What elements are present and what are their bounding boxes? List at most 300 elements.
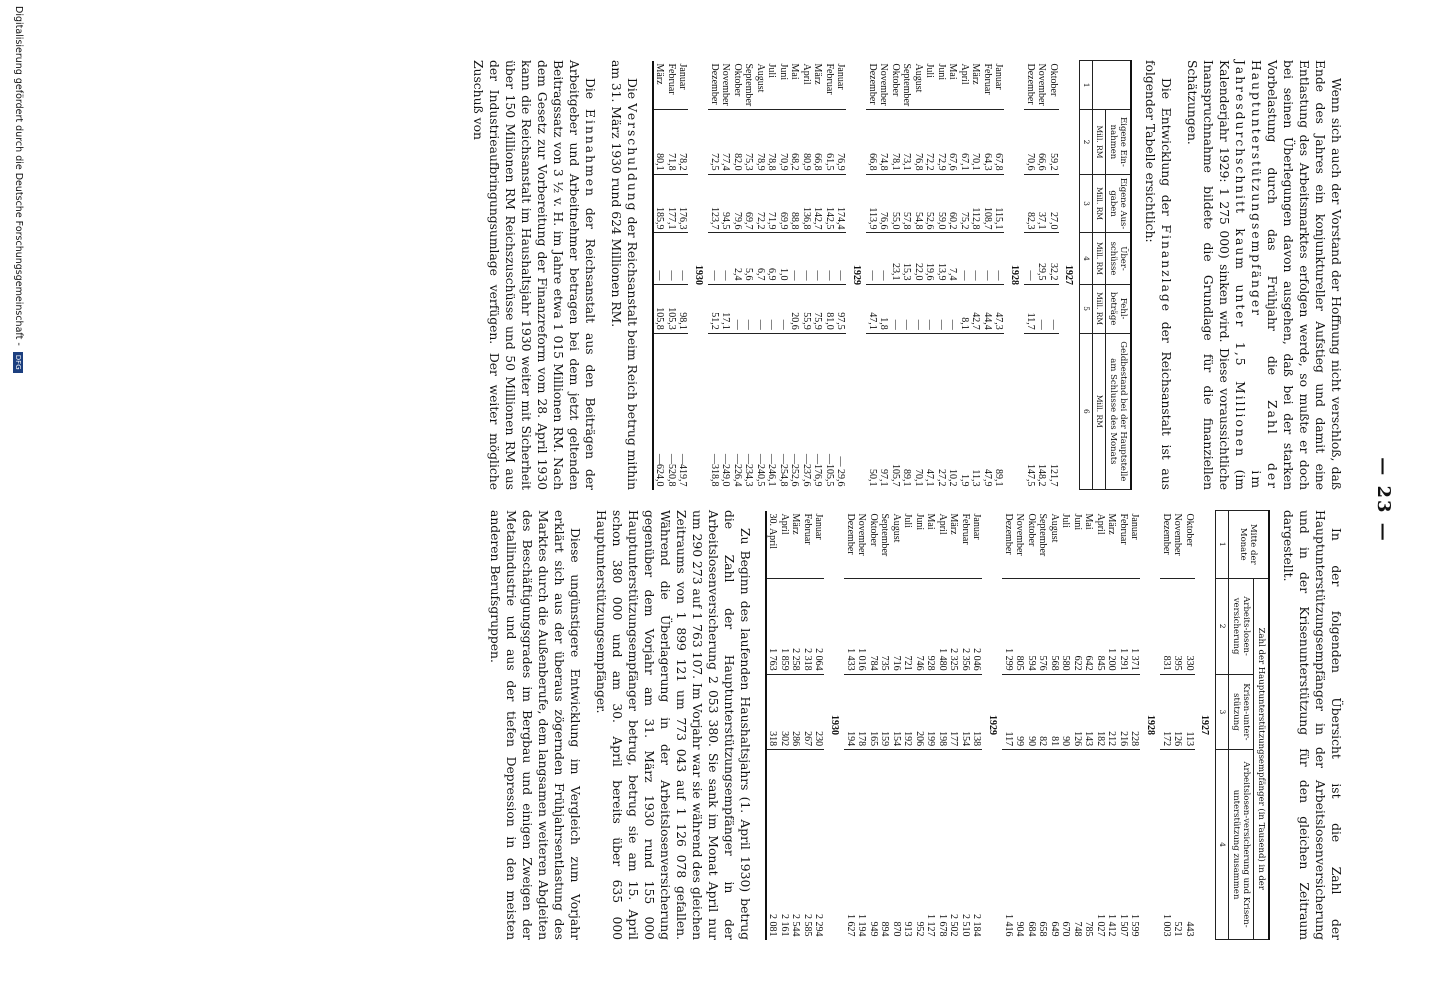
value-cell: 2 510 (960, 750, 972, 940)
value-cell: 178 (856, 674, 868, 750)
value-cell: 642 (1083, 578, 1095, 674)
value-cell: 17,1 (720, 284, 732, 333)
value-cell: 2,4 (732, 233, 744, 284)
value-cell: 11,7 (1025, 284, 1037, 333)
value-cell: —176,9 (812, 333, 824, 489)
value-cell: 78,1 (890, 110, 902, 174)
month-cell: Februar (665, 63, 677, 95)
value-cell: 159 (879, 674, 891, 750)
table-row (914, 511, 926, 940)
month-cell: Oktober (1025, 513, 1037, 547)
month-cell: April (800, 63, 812, 85)
value-cell: 70,6 (1025, 110, 1037, 174)
month-cell: Mai (1083, 513, 1095, 530)
recipients-table-body (766, 511, 1216, 940)
year-label: 1927 (1063, 265, 1075, 285)
month-cell: August (912, 63, 924, 93)
value-cell: 1 194 (856, 750, 868, 940)
value-cell: 97,5 (835, 284, 847, 333)
year-row (983, 511, 1003, 940)
month-cell: August (754, 63, 766, 93)
table-row (677, 61, 689, 490)
value-cell: 165 (868, 674, 880, 750)
table-row (1072, 511, 1084, 940)
value-cell: 13,9 (936, 233, 948, 284)
value-cell: 2 585 (802, 750, 814, 940)
month-cell: Juni (777, 63, 789, 81)
value-cell: 1 599 (1129, 750, 1141, 940)
value-cell: 50,1 (867, 333, 879, 489)
value-cell: 10,2 (947, 333, 959, 489)
table-row (1037, 511, 1049, 940)
value-cell: 55,0 (890, 174, 902, 233)
value-cell: 6,7 (755, 233, 767, 284)
value-cell: 105,8 (653, 284, 666, 333)
colnum-cell: 1 (1080, 61, 1093, 110)
month-cell: Februar (981, 63, 993, 95)
value-cell: 67,6 (947, 110, 959, 174)
year-row (689, 61, 709, 490)
value-cell: 831 (1161, 578, 1173, 674)
value-cell: 174,4 (835, 174, 847, 233)
table-row (824, 61, 836, 490)
table-row (732, 61, 744, 490)
table-header-group: Zahl der Hauptunterstützungsempfänger (in Tausend) in der (1254, 578, 1270, 939)
month-cell: Juni (913, 513, 925, 531)
value-cell: —234,3 (743, 333, 755, 489)
value-cell: 112,8 (970, 174, 982, 233)
value-cell: 19,6 (924, 233, 936, 284)
year-row (1059, 61, 1080, 490)
value-cell: 182 (1095, 674, 1107, 750)
value-cell: 97,1 (878, 333, 890, 489)
value-cell: — (835, 233, 847, 284)
table-row (801, 61, 813, 490)
value-cell: 286 (790, 674, 802, 750)
value-cell: 1 412 (1106, 750, 1118, 940)
table-row (947, 61, 959, 490)
value-cell: 77,4 (720, 110, 732, 174)
table-unit-row (1093, 61, 1106, 490)
table-row (867, 61, 879, 490)
table-row (845, 511, 857, 940)
month-cell: September (901, 63, 913, 107)
value-cell: — (1048, 284, 1060, 333)
value-cell: 177 (948, 674, 960, 750)
value-cell: 126 (1072, 674, 1084, 750)
table-row (1003, 511, 1015, 940)
value-cell: 67,8 (993, 110, 1005, 174)
value-cell: 73,1 (901, 110, 913, 174)
dfg-logo: DFG (13, 352, 23, 373)
value-cell: 8,1 (959, 284, 971, 333)
table-row (1172, 511, 1184, 940)
value-cell: 212 (1106, 674, 1118, 750)
table-row (1025, 61, 1037, 490)
month-cell: April (778, 513, 790, 535)
table-header-cell: Geldbestand bei der Hauptstelle am Schlusse des Monats (1106, 333, 1132, 489)
month-cell: Dezember (1160, 513, 1172, 555)
value-cell: — (1036, 284, 1048, 333)
value-cell: — (936, 284, 948, 333)
value-cell: 70,1 (970, 110, 982, 174)
value-cell: 23,1 (890, 233, 902, 284)
value-cell: 115,1 (993, 174, 1005, 233)
table-row (890, 61, 902, 490)
value-cell: 78,2 (677, 110, 689, 174)
value-cell: 746 (914, 578, 926, 674)
value-cell: 70,9 (778, 110, 790, 174)
value-cell: 61,5 (824, 110, 836, 174)
value-cell: 576 (1037, 578, 1049, 674)
value-cell: — (766, 284, 778, 333)
value-cell: 198 (937, 674, 949, 750)
value-cell: — (924, 284, 936, 333)
month-cell: November (720, 63, 732, 106)
value-cell: 622 (1072, 578, 1084, 674)
table-row (1049, 511, 1061, 940)
table-colnum-row (1080, 61, 1093, 490)
month-cell: Januar (813, 513, 825, 540)
value-cell: —520,8 (666, 333, 678, 489)
table-row (856, 511, 868, 940)
value-cell: — (824, 233, 836, 284)
value-cell: 90 (1060, 674, 1072, 750)
value-cell: 80,1 (653, 110, 666, 174)
value-cell: 330 (1184, 578, 1196, 674)
value-cell: —246,1 (766, 333, 778, 489)
value-cell: 80,9 (801, 110, 813, 174)
year-label: 1930 (693, 265, 704, 285)
table-row (1161, 511, 1173, 940)
year-label: 1928 (1145, 715, 1156, 735)
month-cell: April (936, 513, 948, 535)
month-cell: April (1094, 513, 1106, 535)
table-row (835, 61, 847, 490)
table-header-row (1106, 61, 1132, 490)
year-label: 1929 (987, 715, 998, 735)
value-cell: — (878, 233, 890, 284)
value-cell: 845 (1095, 578, 1107, 674)
value-cell: 658 (1037, 750, 1049, 940)
value-cell: — (709, 233, 721, 284)
value-cell: 143 (1083, 674, 1095, 750)
value-cell: 684 (1026, 750, 1038, 940)
unit-cell: Mill. RM (1093, 333, 1106, 489)
month-cell: Januar (835, 63, 847, 90)
value-cell: 192 (902, 674, 914, 750)
month-cell: März (790, 513, 802, 535)
value-cell: 47,1 (867, 284, 879, 333)
value-cell: 7,4 (947, 233, 959, 284)
value-cell: 1 127 (925, 750, 937, 940)
value-cell: 66,8 (867, 110, 879, 174)
table-row (755, 61, 767, 490)
value-cell: — (677, 233, 689, 284)
month-cell: März (1106, 513, 1118, 535)
year-label: 1929 (851, 265, 862, 285)
value-cell: 44,4 (982, 284, 994, 333)
table-row (778, 61, 790, 490)
value-cell: 75,3 (743, 110, 755, 174)
table-row (653, 61, 666, 490)
value-cell: 1,9 (959, 333, 971, 489)
month-cell: Juni (1071, 513, 1083, 531)
value-cell: 176,3 (677, 174, 689, 233)
value-cell: 27,2 (936, 333, 948, 489)
right-column (477, 510, 1344, 940)
value-cell: 748 (1072, 750, 1084, 940)
value-cell: 2 161 (779, 750, 791, 940)
month-cell: Juli (1060, 513, 1072, 528)
value-cell: 904 (1014, 750, 1026, 940)
year-row (847, 61, 867, 490)
month-cell: Juli (924, 63, 936, 78)
value-cell: — (913, 284, 925, 333)
table-row (879, 511, 891, 940)
value-cell: 594 (1026, 578, 1038, 674)
colnum-cell: 2 (1216, 578, 1229, 674)
colnum-cell: 3 (1080, 174, 1093, 233)
paragraph-einnahmen: Die Einnahmen der Reichsanstalt aus den Beiträgen der Arbeitgeber und Arbeitnehmer betragen bei dem jetzt geltenden Beitragssatz von 3 ½ v. H. im Jahre etwa 1 015 Millionen RM. Nach dem Gesetz zur Vorbereitung der Finanzreform vom 28. April 1930 kann die Reichsanstalt im Haushaltsjahr 1930 weiter mit Sicherheit über 150 Millionen RM Reichszuschüsse und 50 Millionen RM aus der Industrieaufbringungsumlage verfügen. Der weiter mögliche Zuschuß von (471, 60, 597, 490)
value-cell: 228 (1129, 674, 1141, 750)
unit-cell: Mill. RM (1093, 174, 1106, 233)
value-cell: 142,5 (824, 174, 836, 233)
table-header-month: Mitte der Monate (1229, 511, 1270, 579)
table-row (982, 61, 994, 490)
table-row (790, 511, 802, 940)
value-cell: 2 318 (802, 578, 814, 674)
table-row (709, 61, 721, 490)
value-cell: 2 544 (790, 750, 802, 940)
value-cell: 805 (1014, 578, 1026, 674)
value-cell: — (947, 284, 959, 333)
month-cell: November (856, 513, 868, 556)
table-row (970, 61, 982, 490)
value-cell: 194 (845, 674, 857, 750)
value-cell: 1 200 (1106, 578, 1118, 674)
value-cell: 949 (868, 750, 880, 940)
value-cell: 47,3 (993, 284, 1005, 333)
table-row (813, 511, 825, 940)
value-cell: 580 (1060, 578, 1072, 674)
value-cell: 1 763 (766, 578, 779, 674)
paragraph-fiscal-year: Zu Beginn des laufenden Haushaltsjahrs (1. April 1930) betrug die Zahl der Hauptunterstützungsempfänger in der Arbeitslosenversicherung 2 053 380. Sie sank im Monat April nur um 290 273 auf 1 763 107. Im Vorjahr war sie während des gleichen Zeitraums von 1 899 121 um 773 043 auf 1 126 078 gefallen. Während die Überlagerung in der Arbeitslosenversicherung gegenüber dem Vorjahr am 31. März 1930 rund 155 000 Hauptunterstützungsempfänger betrug, betrug sie am 15. April schon 380 000 und am 30. April bereits über 635 000 Hauptunterstützungsempfänger. (594, 510, 752, 940)
value-cell: 82,0 (732, 110, 744, 174)
value-cell: 54,8 (913, 174, 925, 233)
page-number: — 23 — (1373, 457, 1394, 543)
value-cell: 99 (1014, 674, 1026, 750)
value-cell: 70,1 (913, 333, 925, 489)
value-cell: 318 (766, 674, 779, 750)
value-cell: 67,1 (959, 110, 971, 174)
colnum-cell: 1 (1216, 511, 1229, 579)
value-cell: — 29,6 (835, 333, 847, 489)
value-cell: 68,2 (789, 110, 801, 174)
paragraph-outlook: Wenn sich auch der Vorstand der Hoffnung nicht verschloß, daß Ende des Jahres ein konjunktureller Aufstieg und damit eine Entlastung des Arbeitsmarktes erfolgen werde, so mußte er doch bei seinen Überlegungen davon ausgehen, daß bei der starken Vorbelastung durch das Frühjahr die Zahl der Hauptunterstützungsempfänger im Jahresdurchschnitt kaum unter 1,5 Millionen (im Kalenderjahr 1929: 1 275 000) sinken wird. Diese voraussichtliche Inanspruchnahme bildete die Grundlage für die finanziellen Schätzungen. (1185, 60, 1343, 490)
value-cell: 52,6 (924, 174, 936, 233)
value-cell: 60,2 (947, 174, 959, 233)
value-cell: 2 064 (813, 578, 825, 674)
value-cell: 47,1 (924, 333, 936, 489)
value-cell: — (653, 233, 666, 284)
value-cell: — (755, 284, 767, 333)
value-cell: 1 859 (779, 578, 791, 674)
month-cell: Dezember (708, 63, 720, 105)
value-cell: 395 (1172, 578, 1184, 674)
value-cell: 69,9 (778, 174, 790, 233)
month-cell: November (878, 63, 890, 106)
value-cell: 172 (1161, 674, 1173, 750)
year-label: 1927 (1199, 715, 1211, 735)
month-cell: April (958, 63, 970, 85)
value-cell: 64,3 (982, 110, 994, 174)
table-row (1095, 511, 1107, 940)
month-cell: November (1014, 513, 1026, 556)
table-row (779, 511, 791, 940)
paragraph-development: Diese ungünstigere Entwicklung im Vergleich zum Vorjahr erklärt sich aus der überaus zögernden Frühjahrsentlastung des Marktes durch die Außenberufe, dem langsamen weiteren Abgleiten des Beschäftigungsgrades im Bergbau und einigen Zweigen der Metallindustrie und aus der tiefen Depression in den meisten anderen Berufsgruppen. (488, 510, 582, 940)
value-cell: — (801, 233, 813, 284)
value-cell: 5,6 (743, 233, 755, 284)
value-cell: 2 258 (790, 578, 802, 674)
value-cell: — (867, 233, 879, 284)
table-row (936, 61, 948, 490)
table-row (878, 61, 890, 490)
value-cell: 568 (1049, 578, 1061, 674)
table-row (743, 61, 755, 490)
table-row (937, 511, 949, 940)
value-cell: 1 003 (1161, 750, 1173, 940)
table-row (959, 61, 971, 490)
value-cell: —105,5 (824, 333, 836, 489)
month-cell: Oktober (889, 63, 901, 97)
table-row (913, 61, 925, 490)
value-cell: —318,8 (709, 333, 721, 489)
month-cell: November (1172, 513, 1184, 556)
value-cell: 72,5 (709, 110, 721, 174)
month-cell: September (743, 63, 755, 107)
table-header-row (1254, 511, 1270, 940)
value-cell: 51,2 (709, 284, 721, 333)
month-cell: Dezember (1002, 513, 1014, 555)
unit-cell: Mill. RM (1093, 233, 1106, 284)
table-row (902, 511, 914, 940)
month-cell: März (970, 63, 982, 85)
value-cell: — (789, 233, 801, 284)
table-header-cell: Fehl-beträge (1106, 284, 1132, 333)
table-row (971, 511, 983, 940)
value-cell: — (666, 233, 678, 284)
value-cell: 1 480 (937, 578, 949, 674)
value-cell: —226,4 (732, 333, 744, 489)
value-cell: 81,0 (824, 284, 836, 333)
value-cell: 148,2 (1036, 333, 1048, 489)
value-cell: —419,7 (677, 333, 689, 489)
month-cell: Januar (677, 63, 689, 90)
value-cell: 784 (868, 578, 880, 674)
month-cell: Januar (1129, 513, 1141, 540)
value-cell: 76,6 (878, 174, 890, 233)
paragraph-verschuldung: Die Verschuldung der Reichsanstalt beim Reich betrug mithin am 31. März 1930 rund 624 Millionen RM. (609, 60, 639, 490)
value-cell: 2 046 (971, 578, 983, 674)
value-cell: 154 (960, 674, 972, 750)
value-cell: — (901, 284, 913, 333)
table-row (925, 511, 937, 940)
month-cell: Dezember (866, 63, 878, 105)
table-row (1048, 61, 1060, 490)
value-cell: 59,0 (936, 174, 948, 233)
colnum-cell: 3 (1216, 674, 1229, 750)
value-cell: 1 291 (1118, 578, 1130, 674)
month-cell: September (879, 513, 891, 557)
month-cell: Mai (947, 63, 959, 80)
table-row (960, 511, 972, 940)
value-cell: 71,8 (666, 110, 678, 174)
value-cell: 6,9 (766, 233, 778, 284)
value-cell: 1 627 (845, 750, 857, 940)
month-cell: Februar (823, 63, 835, 95)
value-cell: 1 371 (1129, 578, 1141, 674)
value-cell: 88,8 (789, 174, 801, 233)
value-cell: —240,5 (755, 333, 767, 489)
value-cell: 105,3 (666, 284, 678, 333)
table-row (948, 511, 960, 940)
table-row (1083, 511, 1095, 940)
finance-table-body (653, 61, 1080, 490)
month-cell: Januar (971, 513, 983, 540)
value-cell: — (1025, 233, 1037, 284)
value-cell: 113,9 (867, 174, 879, 233)
value-cell: 894 (879, 750, 891, 940)
table-header-cell: Krisen-unter-stützung (1229, 674, 1254, 750)
recipients-table (765, 510, 1270, 940)
value-cell: 47,9 (982, 333, 994, 489)
value-cell: 27,0 (1048, 174, 1060, 233)
month-cell: Februar (959, 513, 971, 545)
value-cell: 29,5 (1036, 233, 1048, 284)
table-row (1129, 511, 1141, 940)
month-cell: Juli (766, 63, 778, 78)
value-cell: 15,3 (901, 233, 913, 284)
month-cell: 30. April (767, 513, 779, 550)
value-cell: 785 (1083, 750, 1095, 940)
table-header-cell: Arbeitslosen-versicherung und Krisen-unterstützung zusammen (1229, 750, 1254, 940)
year-row (825, 511, 845, 940)
month-cell: Juli (902, 513, 914, 528)
value-cell: 199 (925, 674, 937, 750)
value-cell: 78,9 (755, 110, 767, 174)
month-cell: Oktober (1183, 513, 1195, 547)
value-cell: 649 (1049, 750, 1061, 940)
month-cell: Mai (925, 513, 937, 530)
value-cell: 37,1 (1036, 174, 1048, 233)
value-cell: 521 (1172, 750, 1184, 940)
month-cell: Februar (801, 513, 813, 545)
colnum-cell: 4 (1216, 750, 1229, 940)
value-cell: 75,2 (959, 174, 971, 233)
value-cell: 1 433 (845, 578, 857, 674)
value-cell: 78,8 (766, 110, 778, 174)
table-row (766, 61, 778, 490)
value-cell: 147,5 (1025, 333, 1037, 489)
colnum-cell: 5 (1080, 284, 1093, 333)
value-cell: 1 016 (856, 578, 868, 674)
value-cell: —254,8 (778, 333, 790, 489)
year-row (1005, 61, 1025, 490)
value-cell: 230 (813, 674, 825, 750)
table-row (812, 61, 824, 490)
table-row (789, 61, 801, 490)
